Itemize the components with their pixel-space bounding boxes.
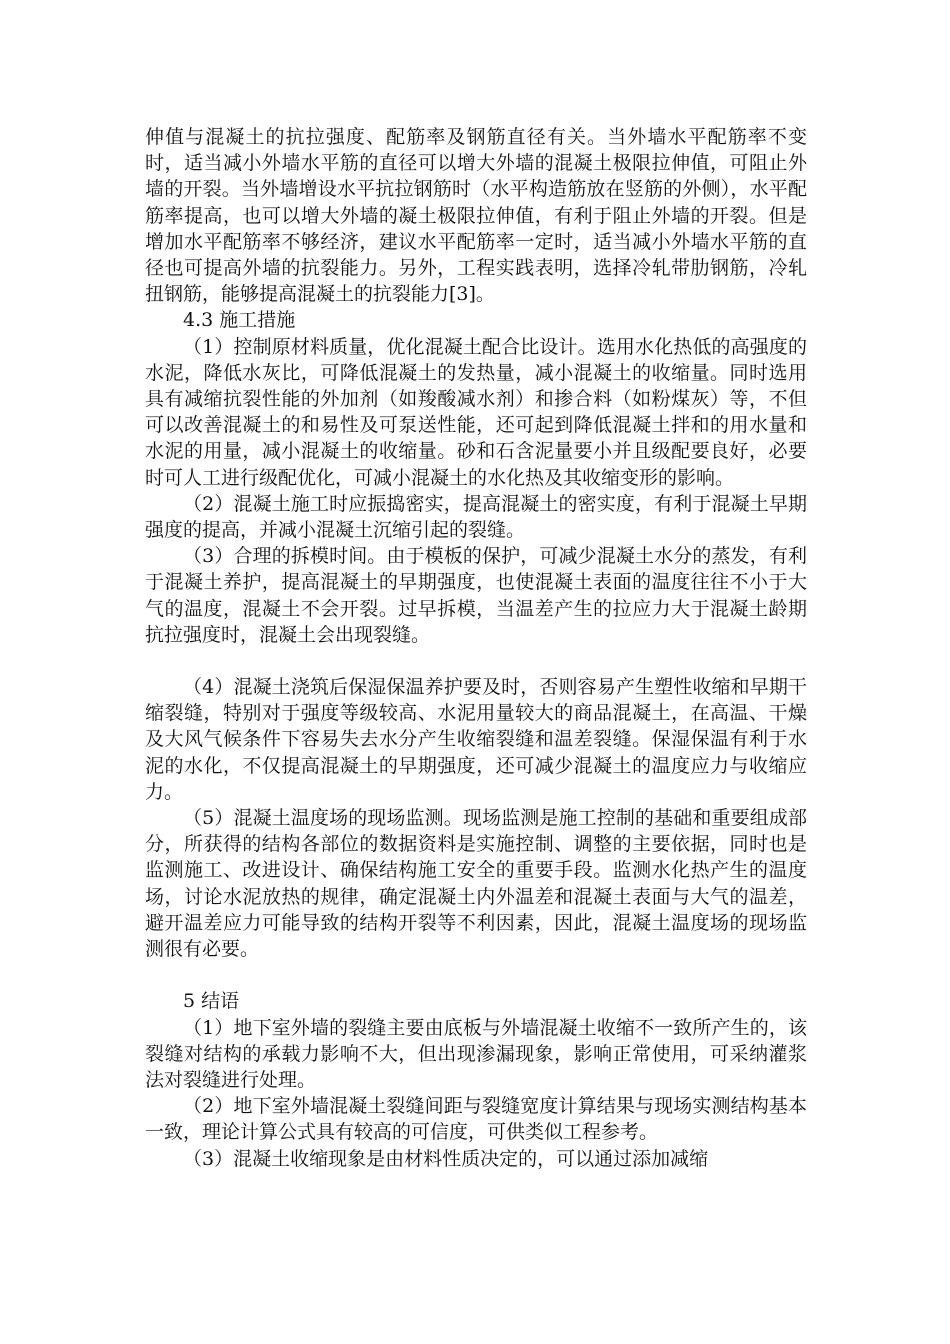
paragraph-measure-1: （1）控制原材料质量，优化混凝土配合比设计。选用水化热低的高强度的水泥，降低水灰比，可降低混凝土的发热量，减小混凝土的收缩量。同时选用具有减缩抗裂性能的外加剂（如羧酸减水剂）和掺合料（如粉煤灰）等，不但可以改善混凝土的和易性及可泵送性能，还可起到降低混凝土拌和的用水量和水泥的用量，减小混凝土的收缩量。砂和石含泥量要小并且级配要良好，必要时可人工进行级配优化，可减小混凝土的水化热及其收缩变形的影响。	[145, 335, 807, 489]
paragraph-conclusion-3: （3）混凝土收缩现象是由材料性质决定的，可以通过添加减缩	[183, 1147, 709, 1170]
paragraph-measure-3: （3）合理的拆模时间。由于模板的保护，可减少混凝土水分的蒸发，有利于混凝土养护，提高混凝土的早期强度，也使混凝土表面的温度往往不小于大气的温度，混凝土不会开裂。过早拆模，当温差产生的拉应力大于混凝土龄期抗拉强度时，混凝土会出现裂缝。	[145, 545, 807, 646]
section-heading-construction-measures: 4.3 施工措施	[183, 309, 296, 332]
paragraph-measure-4: （4）混凝土浇筑后保湿保温养护要及时，否则容易产生塑性收缩和早期干缩裂缝，特别对于强度等级较高、水泥用量较大的商品混凝土，在高温、干燥及大风气候条件下容易失去水分产生收缩裂缝和温差裂缝。保湿保温有利于水泥的水化，不仅提高混凝土的早期强度，还可减少混凝土的温度应力与收缩应力。	[145, 676, 807, 803]
paragraph-measure-2: （2）混凝土施工时应振捣密实，提高混凝土的密实度，有利于混凝土早期强度的提高，并减小混凝土沉缩引起的裂缝。	[145, 492, 807, 542]
paragraph-conclusion-2: （2）地下室外墙混凝土裂缝间距与裂缝宽度计算结果与现场实测结构基本一致，理论计算公式具有较高的可信度，可供类似工程参考。	[145, 1095, 807, 1144]
document-body	[145, 124, 807, 1172]
paragraph-crack-resistance-rebar: 伸值与混凝土的抗拉强度、配筋率及钢筋直径有关。当外墙水平配筋率不变时，适当减小外墙水平筋的直径可以增大外墙的混凝土极限拉伸值，可阻止外墙的开裂。当外墙增设水平抗拉钢筋时（水平构造筋放在竖筋的外侧），水平配筋率提高，也可以增大外墙的凝土极限拉伸值，有利于阻止外墙的开裂。但是增加水平配筋率不够经济，建议水平配筋率一定时，适当减小外墙水平筋的直径也可提高外墙的抗裂能力。另外，工程实践表明，选择冷轧带肋钢筋，冷轧扭钢筋，能够提高混凝土的抗裂能力[3]。	[145, 126, 807, 306]
section-heading-conclusion: 5 结语	[183, 990, 240, 1013]
paragraph-conclusion-1: （1）地下室外墙的裂缝主要由底板与外墙混凝土收缩不一致所产生的，该裂缝对结构的承载力影响不大，但出现渗漏现象，影响正常使用，可采纳灌浆法对裂缝进行处理。	[145, 1016, 807, 1091]
paragraph-measure-5: （5）混凝土温度场的现场监测。现场监测是施工控制的基础和重要组成部分，所获得的结构各部位的数据资料是实施控制、调整的主要依据，同时也是监测施工、改进设计、确保结构施工安全的重要手段。监测水化热产生的温度场，讨论水泥放热的规律，确定混凝土内外温差和混凝土表面与大气的温差，避开温差应力可能导致的结构开裂等不利因素，因此，混凝土温度场的现场监测很有必要。	[145, 807, 807, 961]
